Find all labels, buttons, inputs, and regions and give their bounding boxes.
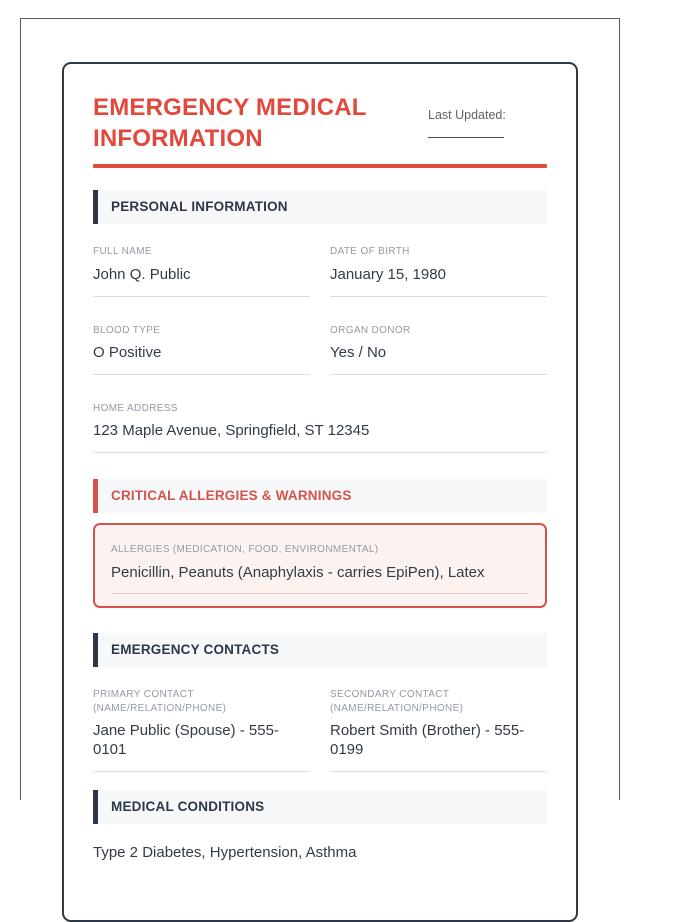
organ-donor-value: Yes / No (330, 344, 387, 362)
full-name-label: FULL NAME (93, 246, 152, 258)
last-updated-blank-line (428, 137, 504, 138)
secondary-contact-value: Robert Smith (Brother) - 555-0199 (330, 722, 525, 759)
field-allergies (111, 543, 529, 594)
emergency-info-card (62, 62, 578, 922)
contacts-grid (93, 688, 547, 772)
section-header-medical-conditions: MEDICAL CONDITIONS (93, 790, 547, 824)
personal-fields-grid (93, 245, 547, 375)
home-address-value: 123 Maple Avenue, Springfield, ST 12345 (93, 422, 370, 440)
section-header-emergency-contacts: EMERGENCY CONTACTS (93, 633, 547, 667)
page-sheet (20, 18, 620, 861)
secondary-contact-label: SECONDARY CONTACT (NAME/RELATION/PHONE) (330, 689, 464, 714)
allergies-warning-box (93, 523, 547, 608)
field-organ-donor (330, 324, 547, 375)
full-name-value: John Q. Public (93, 265, 191, 283)
field-secondary-contact (330, 688, 547, 772)
date-of-birth-label: DATE OF BIRTH (330, 246, 410, 258)
primary-contact-label: PRIMARY CONTACT (NAME/RELATION/PHONE) (93, 689, 227, 714)
card-header (93, 92, 547, 154)
field-home-address (93, 402, 547, 453)
home-address-label: HOME ADDRESS (93, 402, 178, 414)
blood-type-value: O Positive (93, 344, 162, 362)
date-of-birth-value: January 15, 1980 (330, 265, 446, 283)
field-primary-contact (93, 688, 310, 772)
organ-donor-label: ORGAN DONOR (330, 324, 411, 336)
allergies-value: Penicillin, Peanuts (Anaphylaxis - carries EpiPen), Latex (111, 563, 485, 581)
section-header-personal-information: PERSONAL INFORMATION (93, 190, 547, 224)
primary-contact-value: Jane Public (Spouse) - 555-0101 (93, 722, 279, 759)
field-date-of-birth (330, 245, 547, 296)
blood-type-label: BLOOD TYPE (93, 324, 161, 336)
last-updated-label: Last Updated: (428, 108, 506, 122)
allergies-label: ALLERGIES (MEDICATION, FOOD, ENVIRONMENTAL) (111, 544, 379, 556)
document-title: EMERGENCY MEDICAL INFORMATION (93, 94, 367, 153)
last-updated-block (428, 92, 545, 138)
header-divider (93, 164, 547, 168)
section-header-critical-allergies: CRITICAL ALLERGIES & WARNINGS (93, 479, 547, 513)
field-blood-type (93, 324, 310, 375)
field-full-name (93, 245, 310, 296)
medical-conditions-value: Type 2 Diabetes, Hypertension, Asthma (93, 843, 357, 861)
